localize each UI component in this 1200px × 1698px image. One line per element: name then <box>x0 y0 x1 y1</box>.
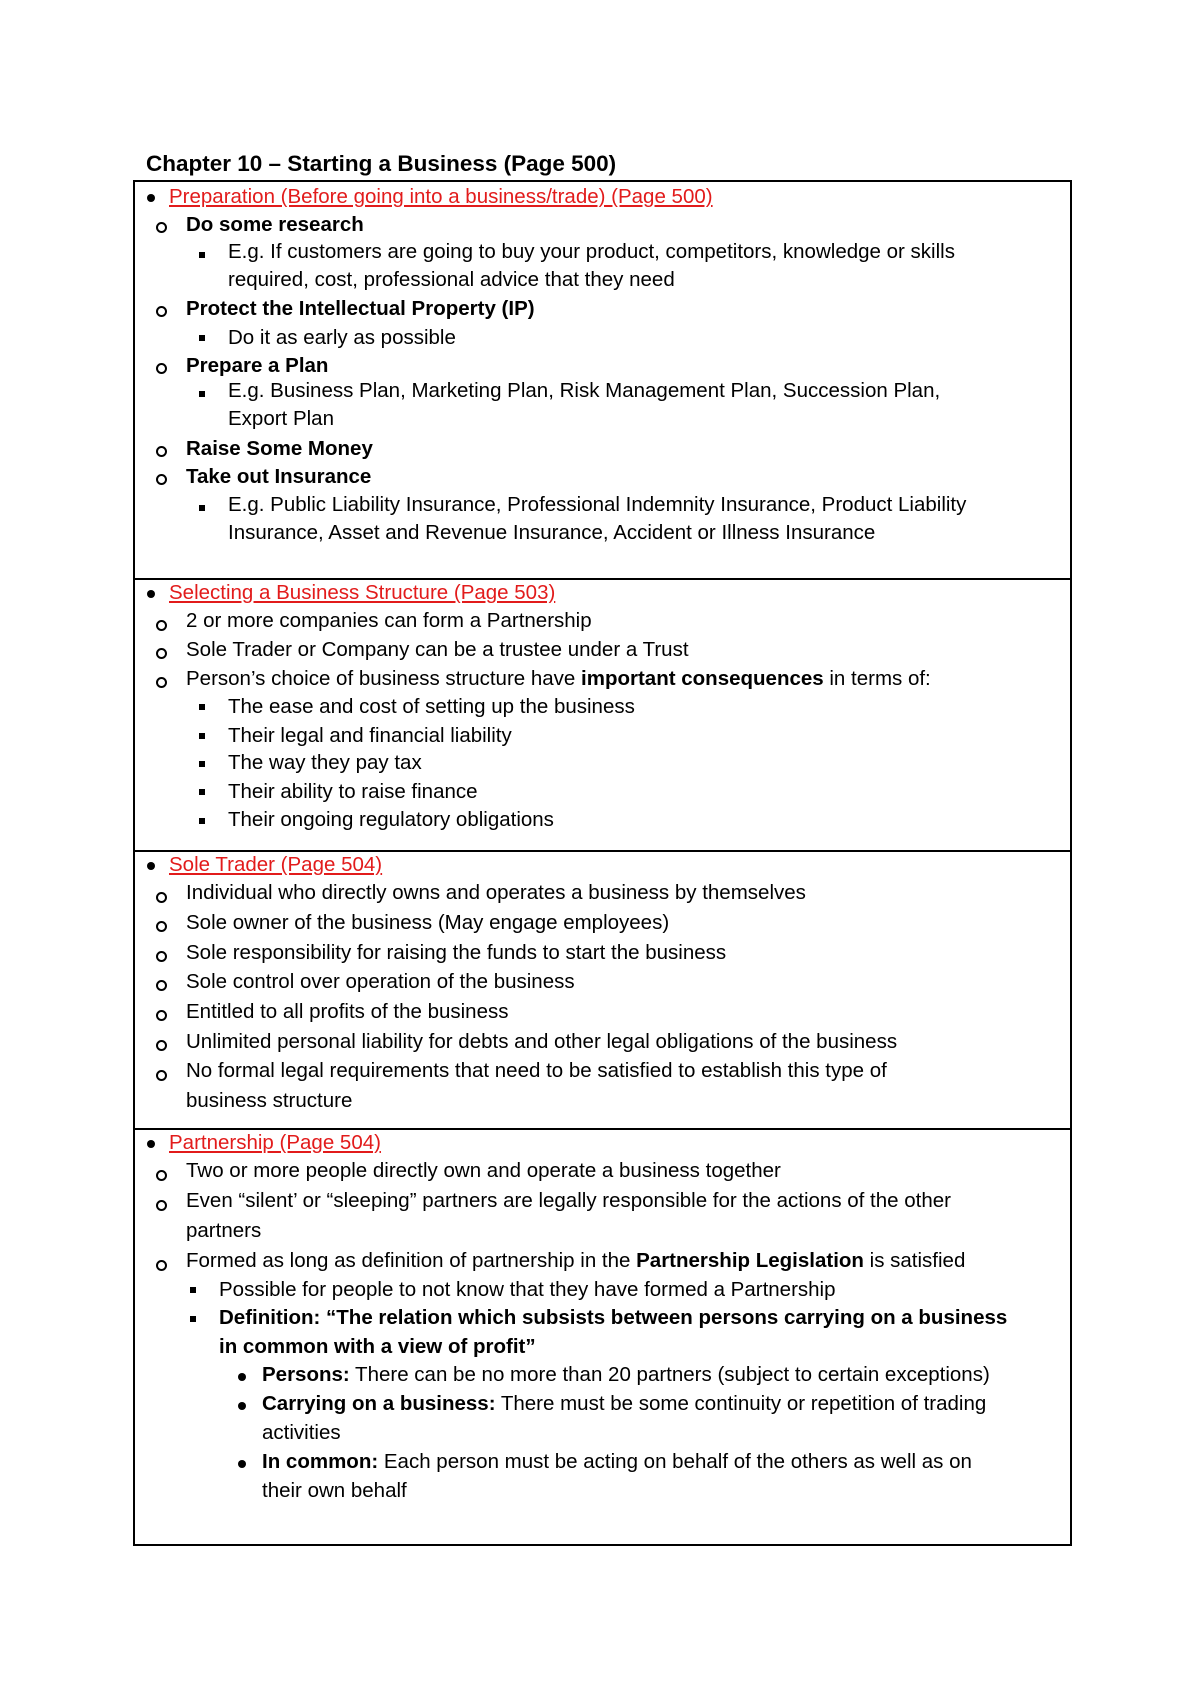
circle-bullet-icon <box>156 921 167 932</box>
list-item: Sole Trader or Company can be a trustee under a Trust <box>186 638 689 661</box>
list-item: Two or more people directly own and operate a business together <box>186 1159 781 1182</box>
section-heading: Partnership (Page 504) <box>169 1131 381 1154</box>
sub-item: Definition: “The relation which subsists between persons carrying on a business in common with a view of profit” <box>219 1306 1008 1358</box>
list-item: Sole owner of the business (May engage employees) <box>186 911 670 934</box>
square-bullet-icon <box>199 818 205 824</box>
circle-bullet-icon <box>156 892 167 903</box>
bullet-icon <box>147 862 155 870</box>
list-item: Do some research <box>186 213 364 236</box>
list-item: Individual who directly owns and operates a business by themselves <box>186 881 806 904</box>
bullet-icon <box>147 590 155 598</box>
circle-bullet-icon <box>156 980 167 991</box>
list-item: Person’s choice of business structure have important consequences in terms of: <box>186 667 931 690</box>
sub-item: E.g. If customers are going to buy your product, competitors, knowledge or skills required, cost, professional advice that they need <box>228 240 955 291</box>
sub-sub-item: Persons: There can be no more than 20 partners (subject to certain exceptions) <box>262 1363 990 1386</box>
bullet-icon <box>238 1402 246 1410</box>
sub-item: Possible for people to not know that they have formed a Partnership <box>219 1278 836 1301</box>
sub-sub-item: Carrying on a business: There must be some continuity or repetition of trading activities <box>262 1392 987 1444</box>
list-item: Prepare a Plan <box>186 354 329 377</box>
square-bullet-icon <box>199 733 205 739</box>
square-bullet-icon <box>199 252 205 258</box>
bullet-icon <box>238 1373 246 1381</box>
bullet-icon <box>147 1140 155 1148</box>
list-item: No formal legal requirements that need to be satisfied to establish this type of business structure <box>186 1059 887 1112</box>
list-item: Take out Insurance <box>186 465 372 488</box>
sub-item: Their ability to raise finance <box>228 780 478 803</box>
sub-item: E.g. Business Plan, Marketing Plan, Risk Management Plan, Succession Plan, Export Plan <box>228 379 941 430</box>
circle-bullet-icon <box>156 1170 167 1181</box>
square-bullet-icon <box>199 704 205 710</box>
list-item: Even “silent’ or “sleeping” partners are legally responsible for the actions of the other partners <box>186 1189 951 1242</box>
bullet-icon <box>238 1460 246 1468</box>
square-bullet-icon <box>190 1316 196 1322</box>
section-partnership <box>135 1128 1070 1502</box>
sub-item: Do it as early as possible <box>228 326 456 349</box>
notes-table <box>133 180 1072 1546</box>
list-item: Raise Some Money <box>186 437 373 460</box>
sub-item: Their ongoing regulatory obligations <box>228 808 554 831</box>
square-bullet-icon <box>199 335 205 341</box>
circle-bullet-icon <box>156 446 167 457</box>
list-item: Sole control over operation of the business <box>186 970 575 993</box>
sub-item: E.g. Public Liability Insurance, Professional Indemnity Insurance, Product Liability Insurance, Asset and Revenue Insurance, Accident or Illness Insurance <box>228 493 967 544</box>
circle-bullet-icon <box>156 951 167 962</box>
list-item: Formed as long as definition of partnership in the Partnership Legislation is satisfied <box>186 1249 966 1272</box>
circle-bullet-icon <box>156 474 167 485</box>
circle-bullet-icon <box>156 363 167 374</box>
square-bullet-icon <box>199 789 205 795</box>
list-item: 2 or more companies can form a Partnership <box>186 609 592 632</box>
square-bullet-icon <box>199 761 205 767</box>
circle-bullet-icon <box>156 1200 167 1211</box>
list-item: Unlimited personal liability for debts and other legal obligations of the business <box>186 1030 898 1053</box>
square-bullet-icon <box>199 391 205 397</box>
page-title: Chapter 10 – Starting a Business (Page 500) <box>146 151 617 176</box>
section-business-structure <box>135 578 1070 831</box>
list-item: Entitled to all profits of the business <box>186 1000 509 1023</box>
circle-bullet-icon <box>156 1070 167 1081</box>
section-heading: Sole Trader (Page 504) <box>169 853 383 876</box>
circle-bullet-icon <box>156 222 167 233</box>
section-heading: Preparation (Before going into a business/trade) (Page 500) <box>169 185 713 208</box>
circle-bullet-icon <box>156 1260 167 1271</box>
square-bullet-icon <box>190 1287 196 1293</box>
list-item: Protect the Intellectual Property (IP) <box>186 297 535 320</box>
square-bullet-icon <box>199 505 205 511</box>
bullet-icon <box>147 194 155 202</box>
list-item: Sole responsibility for raising the funds to start the business <box>186 941 727 964</box>
circle-bullet-icon <box>156 1010 167 1021</box>
circle-bullet-icon <box>156 620 167 631</box>
circle-bullet-icon <box>156 677 167 688</box>
sub-sub-item: In common: Each person must be acting on behalf of the others as well as on their own behalf <box>262 1450 972 1502</box>
circle-bullet-icon <box>156 306 167 317</box>
sub-item: Their legal and financial liability <box>228 724 512 747</box>
sub-item: The way they pay tax <box>228 751 422 774</box>
sub-item: The ease and cost of setting up the business <box>228 695 635 718</box>
circle-bullet-icon <box>156 648 167 659</box>
section-sole-trader <box>135 850 1070 1112</box>
section-heading: Selecting a Business Structure (Page 503) <box>169 581 556 604</box>
circle-bullet-icon <box>156 1040 167 1051</box>
